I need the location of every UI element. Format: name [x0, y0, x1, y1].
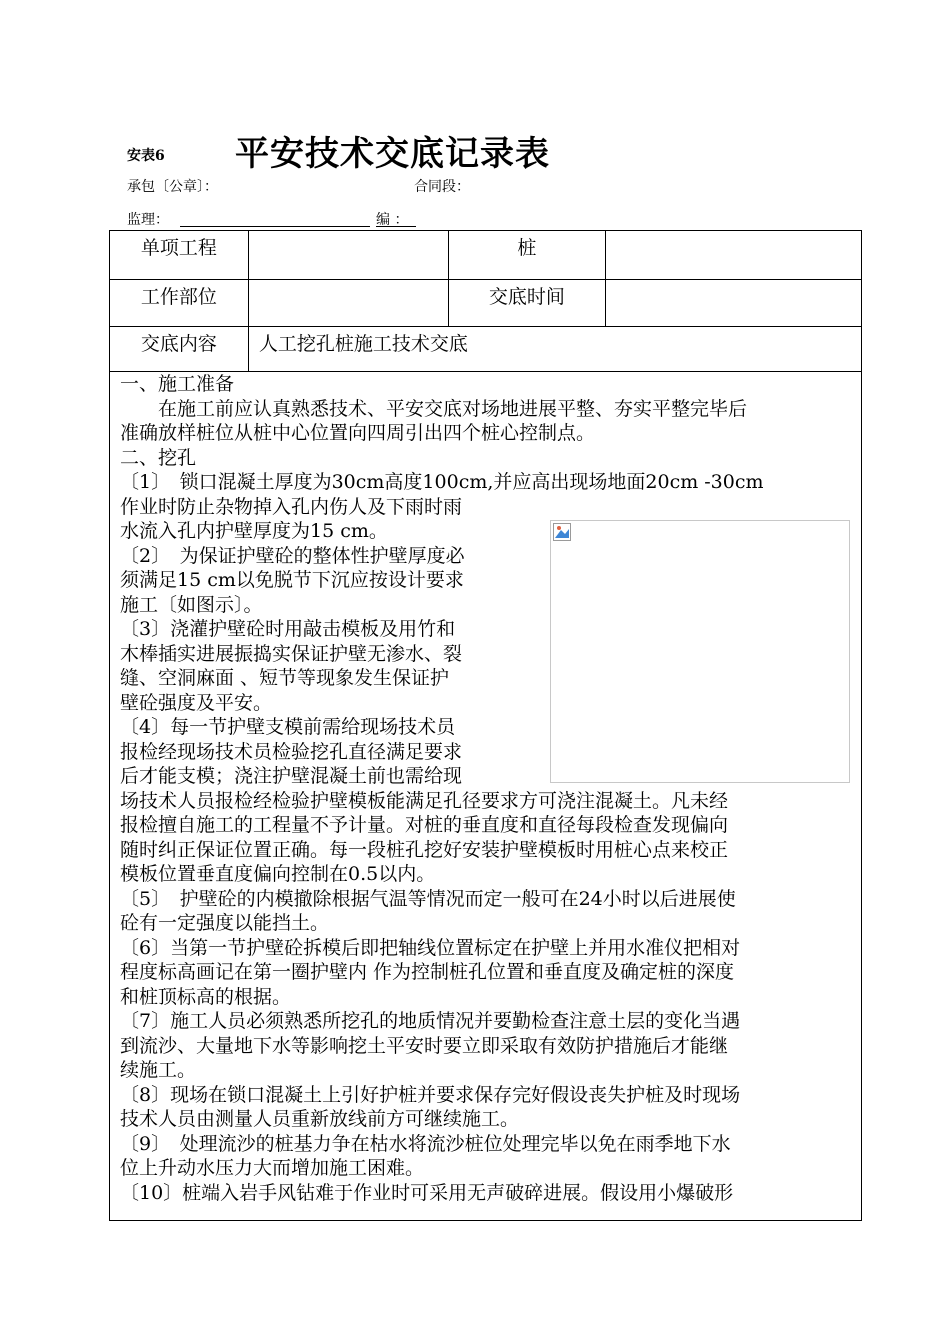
text-line: 〔7〕施工人员必须熟悉所挖孔的地质情况并要勤检查注意土层的变化当遇	[120, 1010, 741, 1032]
page-title: 平安技术交底记录表	[235, 134, 550, 174]
text-line: 技术人员由测量人员重新放线前方可继续施工。	[120, 1108, 520, 1130]
text-line: 壁砼强度及平安。	[120, 692, 273, 714]
content-body	[109, 371, 862, 1221]
handover-time-value	[606, 280, 862, 327]
pile-value	[606, 231, 862, 280]
contractor-label: 承包〔公章〕：	[127, 179, 218, 195]
work-position-value	[248, 280, 448, 327]
text-line: 随时纠正保证位置正确。每一段桩孔挖好安装护壁模板时用桩心点来校正	[120, 839, 729, 861]
contract-section-label: 合同段：	[414, 179, 470, 195]
text-line: 位上升动水压力大而增加施工困难。	[120, 1157, 425, 1179]
text-line: 缝、空洞麻面 、短节等现象发生保证护	[120, 667, 450, 689]
text-line: 在施工前应认真熟悉技术、平安交底对场地进展平整、夯实平整完毕后	[120, 398, 748, 420]
text-line: 准确放样桩位从桩中心位置向四周引出四个桩心控制点。	[120, 422, 596, 444]
text-line: 到流沙、大量地下水等影响挖土平安时要立即采取有效防护措施后才能继	[120, 1035, 729, 1057]
supervisor-label: 监理：	[127, 212, 169, 228]
project-value	[248, 231, 448, 280]
text-line: 后才能支模；浇注护壁混凝土前也需给现	[120, 765, 463, 787]
form-number: 安表6	[127, 148, 165, 164]
content-value: 人工挖孔桩施工技术交底	[248, 327, 861, 372]
table-row	[110, 327, 862, 372]
text-line: 场技术人员报检经检验护壁模板能满足孔径要求方可浇注混凝土。凡未经	[120, 790, 729, 812]
text-line: 水流入孔内护壁厚度为15 cm。	[120, 520, 388, 542]
text-line: 木棒插实进展振捣实保证护壁无渗水、裂	[120, 643, 463, 665]
pile-label: 桩	[448, 231, 606, 280]
handover-time-label: 交底时间	[448, 280, 606, 327]
editor-underline	[376, 226, 416, 227]
text-line: 〔6〕当第一节护壁砼拆模后即把轴线位置标定在护壁上并用水准仪把相对	[120, 937, 741, 959]
text-line: 和桩顶标高的根据。	[120, 986, 292, 1008]
text-line: 〔2〕 为保证护壁砼的整体性护壁厚度必	[120, 545, 465, 567]
editor-label: 编 ：	[376, 212, 409, 228]
text-line: 〔4〕每一节护壁支模前需给现场技术员	[120, 716, 456, 738]
text-line: 模板位置垂直度偏向控制在0.5以内。	[120, 863, 436, 885]
text-line: 须满足15 cm以免脱节下沉应按设计要求	[120, 569, 464, 591]
supervisor-underline	[180, 226, 370, 227]
figure-placeholder	[550, 520, 850, 783]
text-line: 续施工。	[120, 1059, 197, 1081]
text-line: 砼有一定强度以能挡土。	[120, 912, 330, 934]
text-line: 〔3〕浇灌护壁砼时用敲击模板及用竹和	[120, 618, 456, 640]
text-line: 〔8〕现场在锁口混凝土上引好护桩并要求保存完好假设丧失护桩及时现场	[120, 1084, 741, 1106]
text-line: 报检擅自施工的工程量不予计量。对桩的垂直度和直径每段检查发现偏向	[120, 814, 729, 836]
info-table	[109, 230, 862, 372]
table-row	[110, 280, 862, 327]
text-line: 施工〔如图示〕。	[120, 594, 263, 616]
table-row	[110, 231, 862, 280]
text-line: 二、挖孔	[120, 447, 197, 469]
text-line: 一、施工准备	[120, 373, 235, 395]
broken-image-icon	[553, 523, 571, 541]
text-line: 程度标高画记在第一圈护壁内 作为控制桩孔位置和垂直度及确定桩的深度	[120, 961, 735, 983]
text-line: 作业时防止杂物掉入孔内伤人及下雨时雨	[120, 496, 463, 518]
work-position-label: 工作部位	[110, 280, 249, 327]
text-line: 报检经现场技术员检验挖孔直径满足要求	[120, 741, 463, 763]
project-label: 单项工程	[110, 231, 249, 280]
text-line: 〔10〕桩端入岩手风钻难于作业时可采用无声破碎进展。假设用小爆破形	[120, 1182, 734, 1204]
text-line: 〔9〕 处理流沙的桩基力争在枯水将流沙桩位处理完毕以免在雨季地下水	[120, 1133, 731, 1155]
content-label: 交底内容	[110, 327, 249, 372]
text-line: 〔5〕 护壁砼的内模撤除根据气温等情况而定一般可在24小时以后进展使	[120, 888, 736, 910]
text-line: 〔1〕 锁口混凝土厚度为30cm高度100cm,并应高出现场地面20cm -30cm	[120, 471, 764, 493]
